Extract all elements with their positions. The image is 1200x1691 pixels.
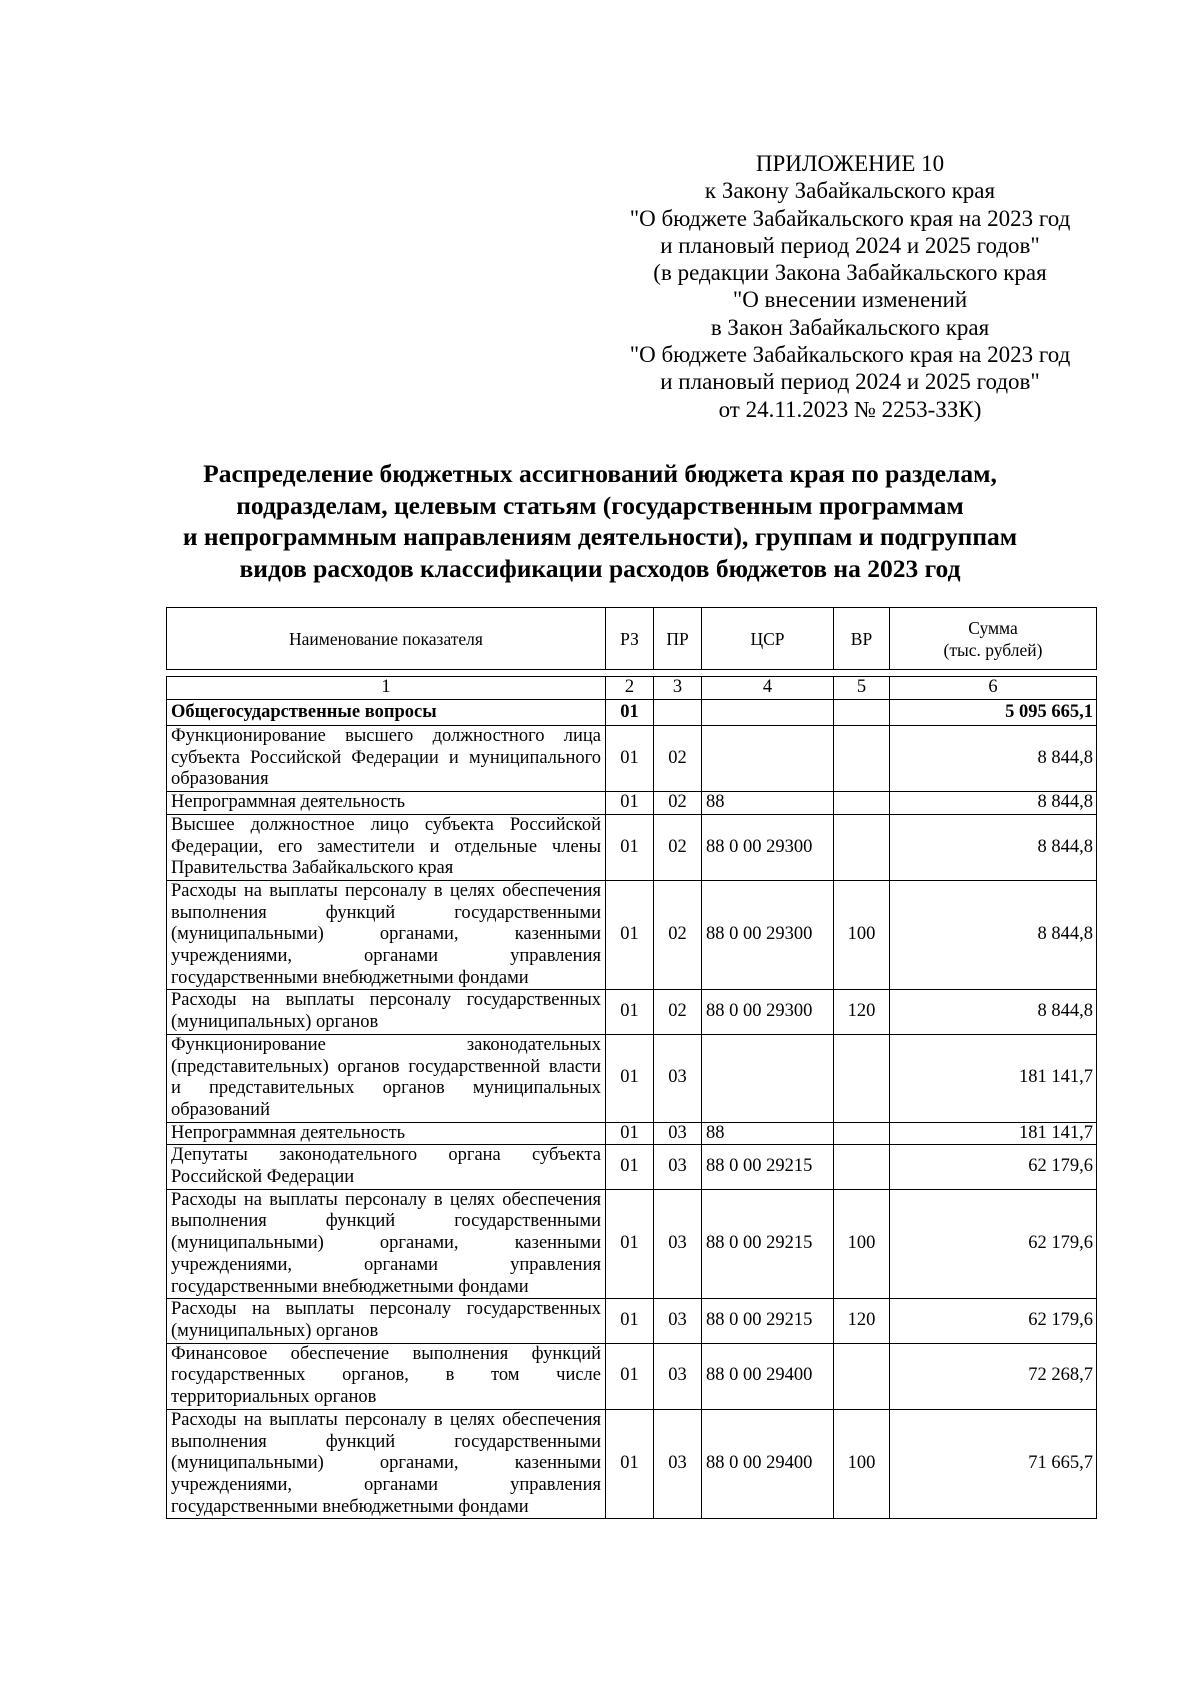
cell-csr: 88: [702, 1122, 834, 1145]
cell-sum: 5 095 665,1: [890, 700, 1097, 726]
budget-table: [166, 676, 1097, 1519]
cell-rz: 01: [606, 1299, 654, 1343]
header-csr: ЦСР: [702, 608, 834, 670]
cell-sum: 71 665,7: [890, 1409, 1097, 1519]
table-row: [167, 1409, 1097, 1519]
cell-rz: 01: [606, 1189, 654, 1299]
header-sum: [890, 608, 1097, 670]
cell-vr: [834, 700, 890, 726]
header-pr: ПР: [654, 608, 702, 670]
column-number: 3: [654, 677, 702, 700]
table-row: [167, 700, 1097, 726]
cell-csr: [702, 700, 834, 726]
cell-pr: 03: [654, 1189, 702, 1299]
cell-rz: 01: [606, 1145, 654, 1189]
column-number: 4: [702, 677, 834, 700]
cell-csr: 88 0 00 29400: [702, 1409, 834, 1519]
cell-pr: 02: [654, 792, 702, 815]
cell-sum: 181 141,7: [890, 1034, 1097, 1122]
cell-pr: 02: [654, 814, 702, 880]
appendix-line: "О бюджете Забайкальского края на 2023 год: [629, 205, 1071, 231]
document-title: [150, 458, 1050, 584]
cell-name: Функционирование законодательных (представительных) органов государственной власти и представительных органов муниципальных образований: [167, 1034, 606, 1122]
cell-name: Функционирование высшего должностного лица субъекта Российской Федерации и муниципального образования: [167, 726, 606, 792]
cell-sum: 62 179,6: [890, 1145, 1097, 1189]
appendix-block: [600, 150, 1100, 423]
table-row: [167, 792, 1097, 815]
cell-vr: [834, 814, 890, 880]
cell-sum: 8 844,8: [890, 814, 1097, 880]
cell-vr: 120: [834, 1299, 890, 1343]
cell-name: Расходы на выплаты персоналу в целях обеспечения выполнения функций государственными (муниципальными) органами, казенными учреждениями, органами управления государственными внебюджетными фондами: [167, 1189, 606, 1299]
cell-vr: [834, 726, 890, 792]
table-row: [167, 814, 1097, 880]
cell-rz: 01: [606, 814, 654, 880]
header-sum-line2: (тыс. рублей): [943, 639, 1043, 660]
table-row: [167, 1122, 1097, 1145]
cell-sum: 8 844,8: [890, 880, 1097, 990]
cell-sum: 181 141,7: [890, 1122, 1097, 1145]
column-number: 6: [890, 677, 1097, 700]
appendix-line: и плановый период 2024 и 2025 годов": [660, 232, 1040, 258]
cell-rz: 01: [606, 990, 654, 1034]
cell-pr: 03: [654, 1343, 702, 1409]
cell-pr: 03: [654, 1409, 702, 1519]
table-body: [167, 677, 1097, 1519]
cell-pr: 02: [654, 990, 702, 1034]
cell-name: Депутаты законодательного органа субъекта Российской Федерации: [167, 1145, 606, 1189]
header-name: Наименование показателя: [167, 608, 606, 670]
appendix-line: (в редакции Закона Забайкальского края: [653, 260, 1047, 286]
cell-pr: 03: [654, 1034, 702, 1122]
cell-name: Непрограммная деятельность: [167, 1122, 606, 1145]
cell-rz: 01: [606, 792, 654, 815]
cell-sum: 8 844,8: [890, 792, 1097, 815]
table-row: [167, 1343, 1097, 1409]
cell-csr: 88 0 00 29300: [702, 814, 834, 880]
cell-name: Финансовое обеспечение выполнения функций государственных органов, в том числе территориальных органов: [167, 1343, 606, 1409]
cell-name: Расходы на выплаты персоналу государственных (муниципальных) органов: [167, 1299, 606, 1343]
table-row: [167, 1145, 1097, 1189]
cell-vr: 100: [834, 1189, 890, 1299]
table-row: [167, 990, 1097, 1034]
table-row: [167, 880, 1097, 990]
cell-csr: 88 0 00 29215: [702, 1145, 834, 1189]
cell-csr: 88 0 00 29215: [702, 1189, 834, 1299]
cell-name: Расходы на выплаты персоналу в целях обеспечения выполнения функций государственными (муниципальными) органами, казенными учреждениями, органами управления государственными внебюджетными фондами: [167, 880, 606, 990]
cell-rz: 01: [606, 880, 654, 990]
cell-csr: 88 0 00 29400: [702, 1343, 834, 1409]
column-number: 5: [834, 677, 890, 700]
table-row: [167, 1299, 1097, 1343]
table-row: [167, 1034, 1097, 1122]
cell-rz: 01: [606, 726, 654, 792]
appendix-line: "О бюджете Забайкальского края на 2023 год: [629, 342, 1071, 368]
header-sum-line1: Сумма: [968, 617, 1018, 638]
cell-rz: 01: [606, 1122, 654, 1145]
cell-sum: 62 179,6: [890, 1299, 1097, 1343]
cell-csr: [702, 1034, 834, 1122]
cell-rz: 01: [606, 1409, 654, 1519]
cell-csr: 88 0 00 29300: [702, 880, 834, 990]
title-line: подразделам, целевым статьям (государственным программам: [236, 490, 964, 520]
cell-vr: 100: [834, 1409, 890, 1519]
cell-sum: 8 844,8: [890, 726, 1097, 792]
column-numbers-row: [167, 677, 1097, 700]
cell-sum: 8 844,8: [890, 990, 1097, 1034]
cell-vr: [834, 792, 890, 815]
title-line: Распределение бюджетных ассигнований бюджета края по разделам,: [203, 459, 997, 488]
cell-pr: [654, 700, 702, 726]
column-number: 2: [606, 677, 654, 700]
header-rz: РЗ: [606, 608, 654, 670]
cell-rz: 01: [606, 700, 654, 726]
cell-csr: 88: [702, 792, 834, 815]
cell-vr: [834, 1145, 890, 1189]
cell-pr: 02: [654, 880, 702, 990]
table-header: [166, 607, 1097, 670]
cell-name: Общегосударственные вопросы: [167, 700, 606, 726]
cell-name: Высшее должностное лицо субъекта Российской Федерации, его заместители и отдельные члены Правительства Забайкальского края: [167, 814, 606, 880]
cell-pr: 03: [654, 1145, 702, 1189]
cell-vr: 120: [834, 990, 890, 1034]
cell-name: Расходы на выплаты персоналу в целях обеспечения выполнения функций государственными (муниципальными) органами, казенными учреждениями, органами управления государственными внебюджетными фондами: [167, 1409, 606, 1519]
appendix-line: и плановый период 2024 и 2025 годов": [660, 369, 1040, 395]
cell-name: Расходы на выплаты персоналу государственных (муниципальных) органов: [167, 990, 606, 1034]
appendix-line: от 24.11.2023 № 2253-ЗЗК): [718, 396, 982, 422]
cell-vr: [834, 1122, 890, 1145]
cell-vr: [834, 1034, 890, 1122]
cell-pr: 02: [654, 726, 702, 792]
appendix-line: "О внесении изменений: [732, 287, 968, 313]
appendix-line: ПРИЛОЖЕНИЕ 10: [755, 151, 945, 176]
cell-vr: [834, 1343, 890, 1409]
header-vr: ВР: [834, 608, 890, 670]
cell-sum: 72 268,7: [890, 1343, 1097, 1409]
cell-csr: 88 0 00 29215: [702, 1299, 834, 1343]
appendix-line: в Закон Забайкальского края: [710, 314, 990, 340]
title-line: видов расходов классификации расходов бюджетов на 2023 год: [239, 553, 961, 583]
appendix-line: к Закону Забайкальского края: [704, 178, 996, 204]
column-number: 1: [167, 677, 606, 700]
cell-csr: 88 0 00 29300: [702, 990, 834, 1034]
cell-sum: 62 179,6: [890, 1189, 1097, 1299]
cell-pr: 03: [654, 1299, 702, 1343]
cell-rz: 01: [606, 1034, 654, 1122]
title-line: и непрограммным направлениям деятельности), группам и подгруппам: [182, 522, 1018, 551]
cell-name: Непрограммная деятельность: [167, 792, 606, 815]
table-row: [167, 726, 1097, 792]
cell-csr: [702, 726, 834, 792]
cell-rz: 01: [606, 1343, 654, 1409]
table-row: [167, 1189, 1097, 1299]
cell-vr: 100: [834, 880, 890, 990]
cell-pr: 03: [654, 1122, 702, 1145]
